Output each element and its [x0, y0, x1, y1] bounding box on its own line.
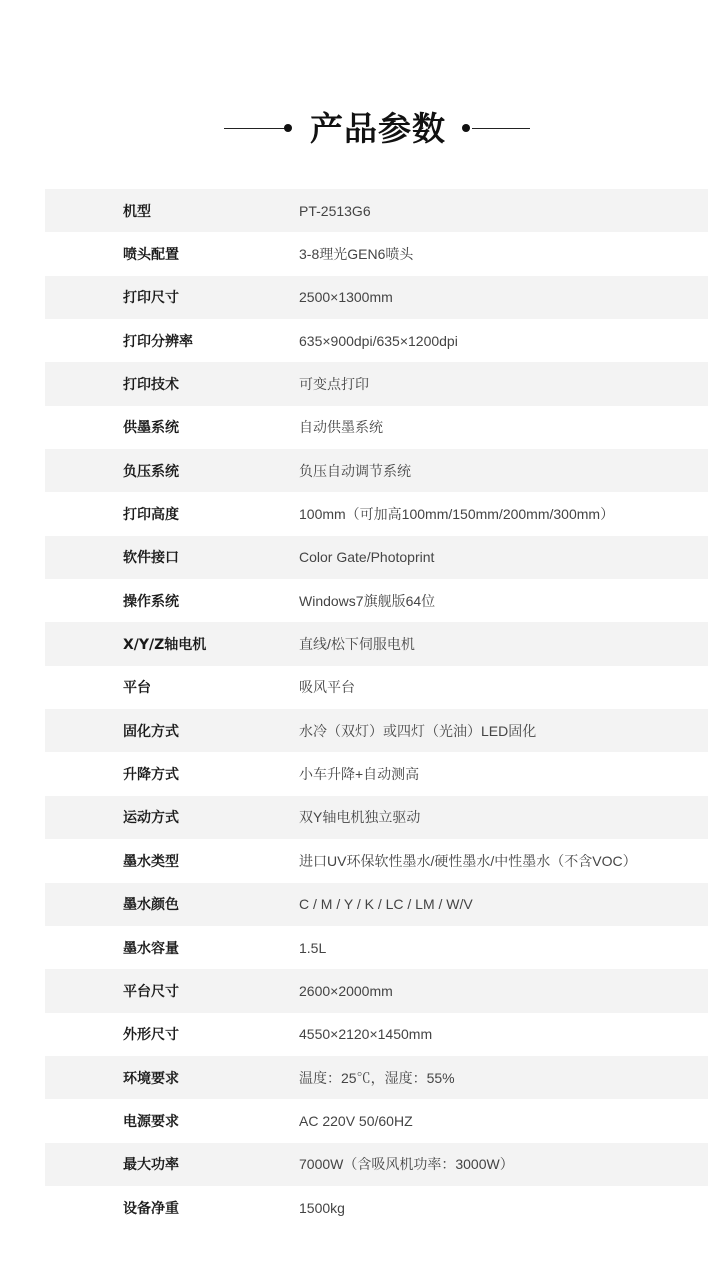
spec-label: 打印高度: [123, 507, 179, 524]
spec-row: [45, 666, 708, 709]
spec-value: 1.5L: [299, 939, 327, 956]
spec-row: [45, 189, 708, 232]
spec-label: 墨水容量: [123, 940, 179, 957]
spec-table: [45, 189, 708, 1229]
spec-label: 负压系统: [123, 463, 179, 480]
spec-row: [45, 362, 708, 405]
spec-row: [45, 709, 708, 752]
spec-value: 进口UV环保软性墨水/硬性墨水/中性墨水（不含VOC）: [299, 852, 637, 869]
spec-row: [45, 1013, 708, 1056]
spec-value: AC 220V 50/60HZ: [299, 1112, 413, 1129]
spec-value: 1500kg: [299, 1199, 345, 1216]
spec-value: C / M / Y / K / LC / LM / W/V: [299, 896, 473, 913]
spec-label: 打印技术: [123, 377, 179, 394]
spec-value: 直线/松下伺服电机: [299, 636, 415, 653]
spec-value: 温度：25℃，湿度：55%: [299, 1069, 455, 1086]
spec-row: [45, 926, 708, 969]
spec-label: 最大功率: [123, 1157, 179, 1174]
spec-value: Color Gate/Photoprint: [299, 549, 435, 566]
spec-label: 平台尺寸: [123, 983, 179, 1000]
header-right-dot: [462, 124, 470, 132]
spec-label: 供墨系统: [123, 420, 179, 437]
spec-value: 吸风平台: [299, 679, 355, 696]
spec-value: PT-2513G6: [299, 202, 371, 219]
spec-row: [45, 883, 708, 926]
spec-value: 水冷（双灯）或四灯（光油）LED固化: [299, 722, 537, 739]
spec-row: [45, 839, 708, 882]
spec-row: [45, 1186, 708, 1229]
spec-label: 固化方式: [123, 723, 179, 740]
spec-label: 环境要求: [123, 1070, 179, 1087]
spec-value: 635×900dpi/635×1200dpi: [299, 332, 458, 349]
header-left-line: [224, 128, 286, 129]
header-right-line: [472, 128, 530, 129]
spec-row: [45, 1143, 708, 1186]
spec-row: [45, 449, 708, 492]
spec-value: 2600×2000mm: [299, 982, 393, 999]
spec-value: 小车升降+自动测高: [299, 766, 420, 783]
page-title: 产品参数: [310, 109, 446, 148]
spec-value: 负压自动调节系统: [299, 462, 411, 479]
spec-label: 墨水颜色: [123, 897, 179, 914]
spec-row: [45, 1056, 708, 1099]
spec-label: 操作系统: [123, 593, 179, 610]
spec-label: 打印分辨率: [123, 333, 193, 350]
spec-value: Windows7旗舰版64位: [299, 592, 436, 609]
spec-row: [45, 969, 708, 1012]
spec-value: 双Y轴电机独立驱动: [299, 809, 421, 826]
spec-label: 外形尺寸: [123, 1027, 179, 1044]
spec-row: [45, 319, 708, 362]
spec-label: 软件接口: [123, 550, 179, 567]
spec-label: 喷头配置: [123, 247, 179, 264]
spec-value: 2500×1300mm: [299, 289, 393, 306]
spec-row: [45, 492, 708, 535]
spec-value: 100mm（可加高100mm/150mm/200mm/300mm）: [299, 506, 615, 523]
spec-value: 4550×2120×1450mm: [299, 1026, 433, 1043]
spec-value: 7000W（含吸风机功率：3000W）: [299, 1156, 514, 1173]
spec-label: 机型: [123, 203, 151, 220]
spec-label: X/Y/Z轴电机: [123, 637, 207, 654]
spec-label: 平台: [123, 680, 151, 697]
spec-row: [45, 579, 708, 622]
spec-label: 升降方式: [123, 767, 179, 784]
spec-row: [45, 796, 708, 839]
spec-value: 自动供墨系统: [299, 419, 383, 436]
spec-value: 可变点打印: [299, 376, 369, 393]
header-left-dot: [284, 124, 292, 132]
spec-row: [45, 622, 708, 665]
spec-row: [45, 536, 708, 579]
spec-label: 墨水类型: [123, 853, 179, 870]
spec-row: [45, 232, 708, 275]
section-header: [0, 104, 720, 154]
spec-value: 3-8理光GEN6喷头: [299, 246, 414, 263]
spec-row: [45, 1099, 708, 1142]
spec-label: 设备净重: [123, 1200, 179, 1217]
spec-row: [45, 752, 708, 795]
spec-label: 运动方式: [123, 810, 179, 827]
spec-label: 电源要求: [123, 1113, 179, 1130]
spec-row: [45, 406, 708, 449]
spec-row: [45, 276, 708, 319]
spec-label: 打印尺寸: [123, 290, 179, 307]
